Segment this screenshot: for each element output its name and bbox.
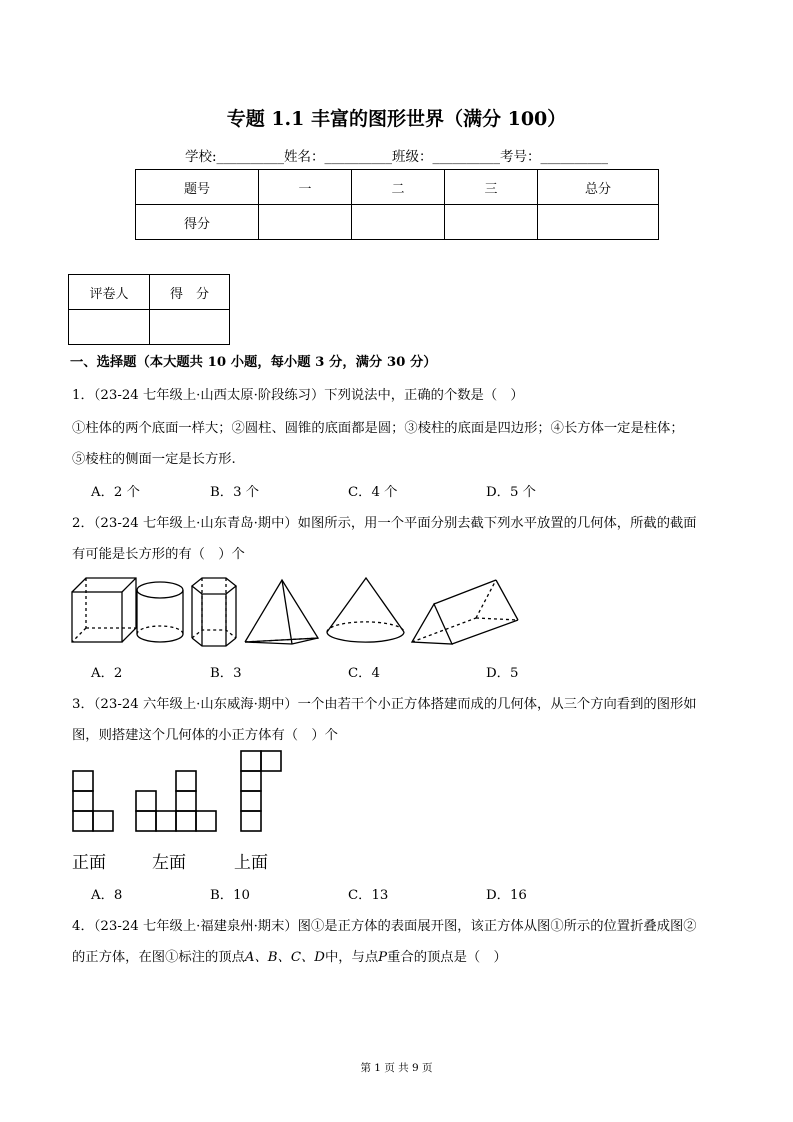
option-d[interactable]: D．16 <box>486 888 527 903</box>
score-table <box>135 169 659 240</box>
left-view <box>136 771 216 831</box>
view-label-left: 左面 <box>152 853 186 873</box>
option-d[interactable]: D．5 个 <box>486 485 536 500</box>
score-value-cell[interactable] <box>150 310 230 345</box>
views-figure <box>70 748 290 838</box>
score-cell[interactable] <box>538 205 659 240</box>
reviewer-cell[interactable] <box>69 310 150 345</box>
page-title: 专题 1.1 丰富的图形世界（满分 100） <box>226 108 567 130</box>
text-segment: 中，与点 <box>324 950 379 965</box>
page-footer: 第 1 页 共 9 页 <box>360 1062 433 1074</box>
question-text: ①柱体的两个底面一样大；②圆柱、圆锥的底面都是圆；③棱柱的底面是四边形；④长方体一定是柱体； <box>72 421 684 436</box>
vertex-labels: A、B、C、D <box>244 950 325 965</box>
score-header-cell: 一 <box>259 170 352 205</box>
option-b[interactable]: B．3 个 <box>210 485 260 500</box>
reviewer-header: 评卷人 <box>69 275 150 310</box>
option-a[interactable]: A．8 <box>91 888 123 903</box>
view-label-top: 上面 <box>234 853 268 873</box>
score-header-cell: 二 <box>352 170 445 205</box>
front-view <box>73 771 113 831</box>
score-cell[interactable] <box>445 205 538 240</box>
triangular-prism-shape <box>412 580 518 644</box>
cylinder-shape <box>137 582 183 642</box>
option-c[interactable]: C．13 <box>348 888 389 903</box>
reviewer-table <box>68 274 230 345</box>
text-segment: 的正方体，在图①标注的顶点 <box>72 950 245 965</box>
student-info-line: 学校:__________姓名：__________班级：__________考号：__________ <box>184 149 609 165</box>
top-view <box>241 751 281 831</box>
question-text: 图，则搭建这个几何体的小正方体有（ ）个 <box>72 728 338 743</box>
score-header-cell: 总分 <box>538 170 659 205</box>
hexagonal-prism-shape <box>192 578 236 646</box>
cube-shape <box>72 578 136 642</box>
score-row-label: 得分 <box>136 205 259 240</box>
option-c[interactable]: C．4 个 <box>348 485 398 500</box>
question-stem: 4．（23-24 七年级上·福建泉州·期末）图①是正方体的表面展开图，该正方体从图①所示的位置折叠成图② <box>72 919 697 934</box>
text-segment: 重合的顶点是（ ） <box>387 950 507 965</box>
option-d[interactable]: D．5 <box>486 666 519 681</box>
question-text: 有可能是长方形的有（ ）个 <box>72 547 245 562</box>
score-cell[interactable] <box>259 205 352 240</box>
option-c[interactable]: C．4 <box>348 666 380 681</box>
option-b[interactable]: B．10 <box>210 888 250 903</box>
view-label-front: 正面 <box>72 853 106 873</box>
question-stem: 2．（23-24 七年级上·山东青岛·期中）如图所示，用一个平面分别去截下列水平放置的几何体，所截的截面 <box>72 516 697 531</box>
score-header-cell: 题号 <box>136 170 259 205</box>
section-title: 一、选择题（本大题共 10 小题，每小题 3 分，满分 30 分） <box>70 355 437 370</box>
solids-figure <box>60 570 530 650</box>
cone-shape <box>327 578 404 642</box>
point-p: P <box>378 950 388 965</box>
question-text: ⑤棱柱的侧面一定是长方形. <box>72 452 236 467</box>
option-b[interactable]: B．3 <box>210 666 242 681</box>
question-stem: 3．（23-24 六年级上·山东威海·期中）一个由若干个小正方体搭建而成的几何体，从三个方向看到的图形如 <box>72 697 697 712</box>
score-header-cell: 三 <box>445 170 538 205</box>
score-cell[interactable] <box>352 205 445 240</box>
option-a[interactable]: A．2 <box>91 666 123 681</box>
score-header: 得 分 <box>150 275 230 310</box>
question-text <box>72 946 507 965</box>
option-a[interactable]: A．2 个 <box>91 485 140 500</box>
question-stem: 1．（23-24 七年级上·山西太原·阶段练习）下列说法中，正确的个数是（ ） <box>72 388 524 403</box>
pyramid-shape <box>245 580 318 644</box>
